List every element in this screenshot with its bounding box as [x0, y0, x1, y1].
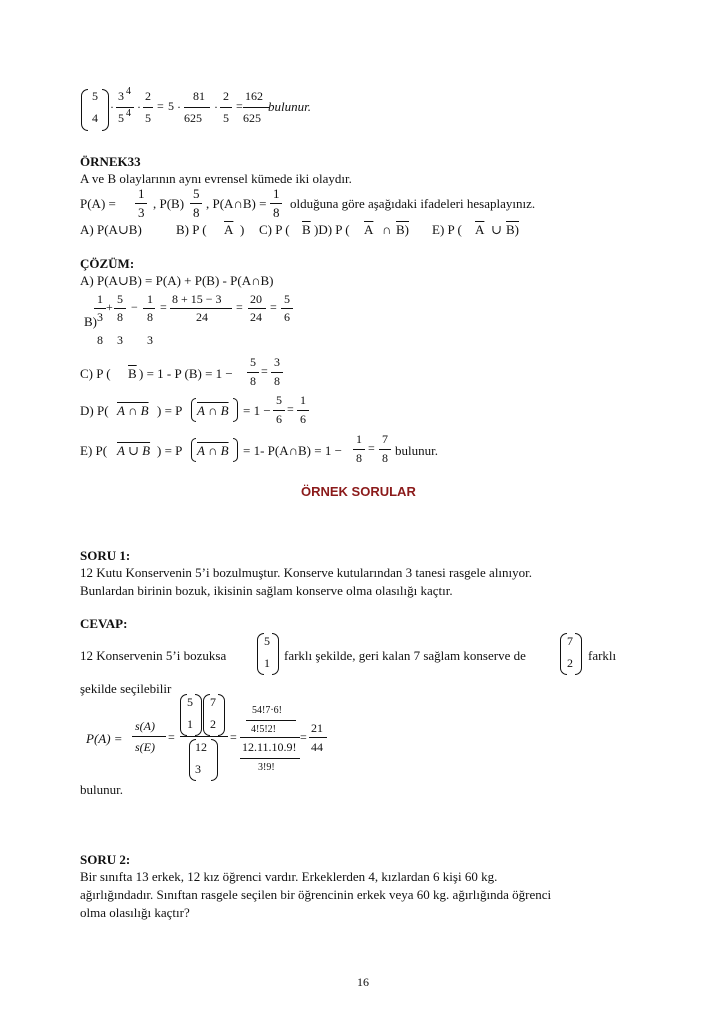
cevap-binom2-left [560, 633, 567, 675]
binom-12-3-bottom: 3 [195, 762, 201, 776]
c-num: 5 [250, 355, 256, 369]
b-eq3: = [270, 300, 277, 314]
b-f2-den: 8 [117, 310, 123, 324]
d-pre: D) P( [80, 403, 109, 418]
soru2-line3: olma olasılığı kaçtır? [80, 905, 190, 920]
b-stray-1: 8 [97, 333, 103, 347]
cevap-binom1-bottom: 1 [264, 656, 270, 670]
c-post: ) = 1 - P (B) = 1 − [139, 366, 233, 381]
cozum-title: ÇÖZÜM: [80, 256, 135, 271]
eq2: = [230, 730, 237, 744]
d-post: = 1 − [243, 403, 271, 418]
den3: 625 [184, 111, 202, 125]
b-f5-num: 20 [250, 292, 262, 306]
d-num: 5 [276, 393, 282, 407]
d-paren-right [233, 398, 238, 422]
cevap-line1-a: 12 Konservenin 5’i bozuksa [80, 648, 227, 663]
c-den: 8 [250, 374, 256, 388]
binom-7-2-top: 7 [210, 695, 216, 709]
pa-num: 1 [138, 186, 145, 201]
binom-12-3-right [211, 739, 218, 781]
pab-den: 8 [273, 205, 280, 220]
right-paren [102, 89, 109, 131]
cevap-title: CEVAP: [80, 616, 128, 631]
cevap-line2: şekilde seçilebilir [80, 681, 172, 696]
e-paren-left [191, 438, 196, 462]
question-b-post: ) [240, 222, 245, 237]
pab-label: , P(A∩B) = [206, 196, 267, 211]
pb-den: 8 [193, 205, 200, 220]
binom-5-1-left [180, 694, 187, 736]
e-post: = 1- P(A∩B) = 1 − [243, 443, 342, 458]
c-var: $\overline{B}$ [128, 366, 137, 381]
b-f3-num: 1 [147, 292, 153, 306]
b-f6-den: 6 [284, 310, 290, 324]
soru1-end: bulunur. [80, 782, 123, 797]
question-a: A) P(A∪B) [80, 222, 142, 237]
left-paren [81, 89, 88, 131]
page-number: 16 [357, 975, 369, 989]
question-c-mid: )D) P ( [314, 222, 350, 237]
cevap-binom1-top: 5 [264, 634, 270, 648]
cevap-line1-b: farklı şekilde, geri kalan 7 sağlam konserve de [284, 648, 526, 663]
soru1-title: SORU 1: [80, 548, 131, 563]
d-inner: A ∩ B [117, 403, 149, 418]
question-d-var1: $\overline{A}$ [364, 222, 374, 237]
den2: 5 [145, 111, 151, 125]
result-num: 21 [311, 721, 323, 735]
e-inner2: A ∩ B [197, 443, 229, 458]
d-den: 6 [276, 412, 282, 426]
cevap-binom1-right [272, 633, 279, 675]
binom-bottom: 4 [92, 111, 98, 125]
factorial-num-bottom: 4!5!2! [251, 724, 276, 735]
binom-5-1-top: 5 [187, 695, 193, 709]
exp1: 4 [126, 86, 131, 97]
e-pre: E) P( [80, 443, 108, 458]
pa-label: P(A) = [86, 731, 123, 746]
exp2: 4 [126, 108, 131, 119]
question-d-var2: B) [396, 222, 409, 237]
question-d-op: ∩ [382, 222, 392, 237]
cevap-binom2-right [575, 633, 582, 675]
pb-label: , P(B) [153, 196, 185, 211]
binom-5-1-bottom: 1 [187, 717, 193, 731]
factorial-num-top: 54!7·6! [252, 705, 282, 716]
d-paren-left [191, 398, 196, 422]
soru1-line2: Bunlardan birinin bozuk, ikisinin sağlam konserve olma olasılığı kaçtır. [80, 583, 453, 598]
ornek33-title: ÖRNEK33 [80, 154, 141, 169]
c-result-num: 3 [274, 355, 280, 369]
eq3: = [300, 730, 307, 744]
b-eq1: = [160, 300, 167, 314]
e-result-num: 7 [382, 432, 388, 446]
se: s(E) [135, 740, 155, 754]
cevap-binom2-top: 7 [567, 634, 573, 648]
ornek33-line1: A ve B olaylarının aynı evrensel kümede iki olaydır. [80, 171, 352, 186]
d-eq: = [287, 402, 294, 416]
question-e-var1: $\overline{A}$ [475, 222, 485, 237]
e-num: 1 [356, 432, 362, 446]
binom-7-2-bottom: 2 [210, 717, 216, 731]
c-result-den: 8 [274, 374, 280, 388]
five: 5 [168, 99, 174, 113]
b-eq2: = [236, 300, 243, 314]
b-label: B) [84, 314, 97, 329]
cozum-line-a: A) P(A∪B) = P(A) + P(B) - P(A∩B) [80, 273, 274, 288]
pa-den: 3 [138, 205, 145, 220]
cevap-line1-c: farklı [588, 648, 617, 663]
d-result-num: 1 [300, 393, 306, 407]
c-eq: = [261, 364, 268, 378]
d-inner2: A ∩ B [197, 403, 229, 418]
pa-label: P(A) = [80, 196, 116, 211]
sa: s(A) [135, 719, 155, 733]
question-b-pre: B) P ( [176, 222, 207, 237]
factorial-den-top: 12.11.10.9! [242, 740, 297, 754]
question-e-var2: B) [506, 222, 519, 237]
e-den: 8 [356, 451, 362, 465]
b-f2-num: 5 [117, 292, 123, 306]
d-result-den: 6 [300, 412, 306, 426]
e-mid: ) = P [157, 443, 183, 458]
binom-top: 5 [92, 89, 98, 103]
ornek33-tail: olduğuna göre aşağıdaki ifadeleri hesaplayınız. [290, 196, 536, 211]
b-f4-num: 8 + 15 − 3 [172, 292, 222, 306]
e-eq: = [368, 441, 375, 455]
b-f3-den: 8 [147, 310, 153, 324]
ornek-sorular-heading: ÖRNEK SORULAR [301, 484, 416, 499]
cevap-binom1-left [257, 633, 264, 675]
b-minus: − [131, 300, 138, 314]
b-stray-3: 3 [147, 333, 153, 347]
num2: 2 [145, 89, 151, 103]
binom-5-1-right [195, 694, 202, 736]
num1: 3 [118, 89, 124, 103]
result-den: 44 [311, 740, 323, 754]
c-pre: C) P ( [80, 366, 111, 381]
soru2-line2: ağırlığındadır. Sınıftan rasgele seçilen bir öğrencinin erkek veya 60 kg. ağırlığında öğrenci [80, 887, 552, 902]
num3: 81 [193, 89, 205, 103]
factorial-den-bottom: 3!9! [258, 762, 275, 773]
b-f6-num: 5 [284, 292, 290, 306]
b-f1-num: 1 [97, 292, 103, 306]
b-f1-den: 3 [97, 310, 103, 324]
b-f5-den: 24 [250, 310, 262, 324]
soru2-title: SORU 2: [80, 852, 131, 867]
cevap-binom2-bottom: 2 [567, 656, 573, 670]
eq1: = [168, 730, 175, 744]
e-paren-right [233, 438, 238, 462]
e-inner: A ∪ B [117, 443, 151, 458]
den4: 5 [223, 111, 229, 125]
question-c-pre: C) P ( [259, 222, 290, 237]
bulunur-word: bulunur. [268, 99, 311, 114]
pb-num: 5 [193, 186, 200, 201]
num5: 162 [245, 89, 263, 103]
e-word: bulunur. [395, 443, 438, 458]
d-mid: ) = P [157, 403, 183, 418]
binom-7-2-left [203, 694, 210, 736]
question-c-var: $\overline{B}$ [302, 222, 311, 237]
b-f4-den: 24 [196, 310, 208, 324]
b-stray-2: 3 [117, 333, 123, 347]
den1: 5 [118, 111, 124, 125]
binom-7-2-right [218, 694, 225, 736]
b-plus: + [106, 300, 113, 314]
binom-12-3-top: 12 [195, 740, 207, 754]
question-e-pre: E) P ( [432, 222, 462, 237]
question-b-var: $\overline{A}$ [224, 222, 234, 237]
soru1-line1: 12 Kutu Konservenin 5’i bozulmuştur. Konserve kutularından 3 tanesi rasgele alınıyor. [80, 565, 533, 580]
soru2-line1: Bir sınıfta 13 erkek, 12 kız öğrenci vardır. Erkeklerden 4, kızlardan 6 kişi 60 kg. [80, 869, 498, 884]
e-result-den: 8 [382, 451, 388, 465]
den5: 625 [243, 111, 261, 125]
question-e-op: ∪ [491, 222, 502, 237]
pab-num: 1 [273, 186, 280, 201]
num4: 2 [223, 89, 229, 103]
